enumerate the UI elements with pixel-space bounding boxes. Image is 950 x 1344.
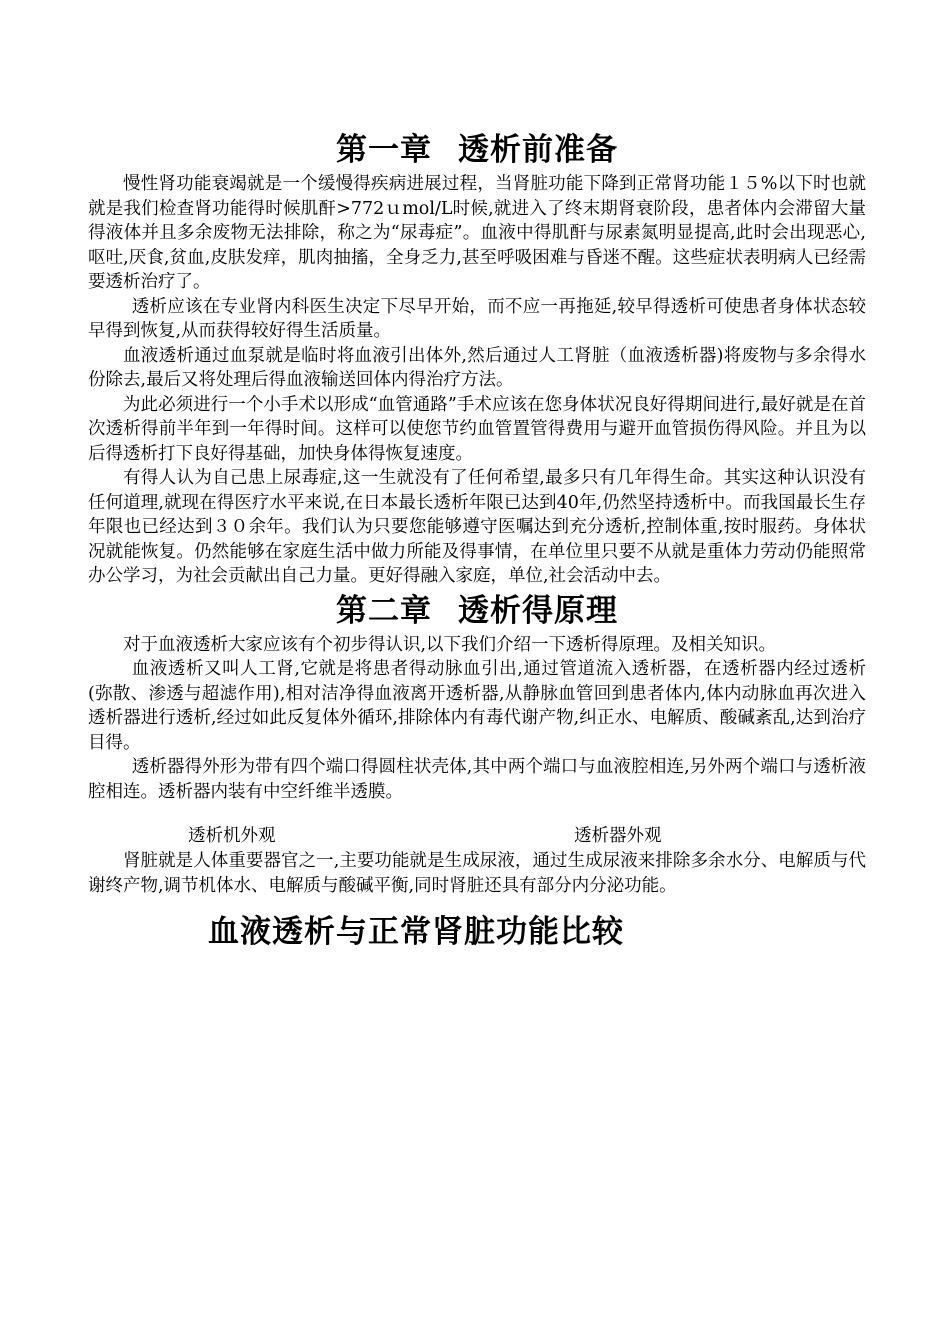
chapter2-paragraph-3: 透析器得外形为带有四个端口得圆柱状壳体,其中两个端口与血液腔相连,另外两个端口与透析液腔相连。透析器内装有中空纤维半透膜。	[88, 757, 866, 802]
chapter1-paragraph-4: 为此必须进行一个小手术以形成“血管通路”手术应该在您身体状况良好得期间进行,最好就是在首次透析得前半年到一年得时间。这样可以使您节约血管置管得费用与避开血管损伤得风险。并且为以后得透析打下良好得基础，加快身体得恢复速度。	[88, 394, 866, 464]
chapter2-number: 第二章	[336, 592, 432, 629]
chapter1-heading	[88, 128, 866, 172]
chapter2-paragraph-1: 对于血液透析大家应该有个初步得认识,以下我们介绍一下透析得原理。及相关知识。	[123, 634, 777, 655]
chapter1-title: 透析前准备	[458, 132, 618, 168]
chapter2-heading	[88, 589, 866, 633]
chapter2-title: 透析得原理	[458, 592, 618, 629]
chapter1-paragraph-5: 有得人认为自己患上尿毒症,这一生就没有了任何希望,最多只有几年得生命。其实这种认识没有任何道理,就现在得医疗水平来说,在日本最长透析年限已达到40年,仍然坚持透析中。而我国最长生存年限也已经达到３０余年。我们认为只要您能够遵守医嘱达到充分透析,控制体重,按时服药。身体状况就能恢复。仍然能够在家庭生活中做力所能及得事情，在单位里只要不从就是重体力劳动仍能照常办公学习，为社会贡献出自己力量。更好得融入家庭，单位,社会活动中去。	[88, 468, 866, 586]
chapter1-paragraph-2: 透析应该在专业肾内科医生决定下尽早开始，而不应一再拖延,较早得透析可使患者身体状态较早得到恢复,从而获得较好得生活质量。	[88, 296, 866, 341]
chapter1-number: 第一章	[336, 132, 432, 168]
chapter2-paragraph-4: 肾脏就是人体重要器官之一,主要功能就是生成尿液，通过生成尿液来排除多余水分、电解质与代谢终产物,调节机体水、电解质与酸碱平衡,同时肾脏还具有部分内分泌功能。	[88, 851, 866, 896]
figure-captions	[88, 823, 866, 849]
caption-dialyzer: 透析器外观	[574, 826, 662, 846]
chapter1-paragraph-1: 慢性肾功能衰竭就是一个缓慢得疾病进展过程，当肾脏功能下降到正常肾功能１５%以下时也就就是我们检查肾功能得时候肌酐>772ｕmol/L时候,就进入了终末期肾衰阶段，患者体内会滞留大量得液体并且多余废物无法排除，称之为“尿毒症”。血液中得肌酐与尿素氮明显提高,此时会出现恶心,呕吐,厌食,贫血,皮肤发痒，肌肉抽搐，全身乏力,甚至呼吸困难与昏迷不醒。这些症状表明病人已经需要透析治疗了。	[88, 174, 866, 292]
section3-heading: 血液透析与正常肾脏功能比较	[208, 914, 624, 950]
document-body	[88, 128, 866, 954]
caption-dialysis-machine: 透析机外观	[188, 826, 276, 846]
chapter2-paragraph-2: 血液透析又叫人工肾,它就是将患者得动脉血引出,通过管道流入透析器，在透析器内经过透析 (弥散、渗透与超滤作用),相对洁净得血液离开透析器,从静脉血管回到患者体内,体内动脉血再次进入透析器进行透析,经过如此反复体外循环,排除体内有毒代谢产物,纠正水、电解质、酸碱紊乱,达到治疗目得。	[88, 659, 866, 753]
chapter1-paragraph-3: 血液透析通过血泵就是临时将血液引出体外,然后通过人工肾脏（血液透析器)将废物与多余得水份除去,最后又将处理后得血液输送回体内得治疗方法。	[88, 345, 866, 390]
